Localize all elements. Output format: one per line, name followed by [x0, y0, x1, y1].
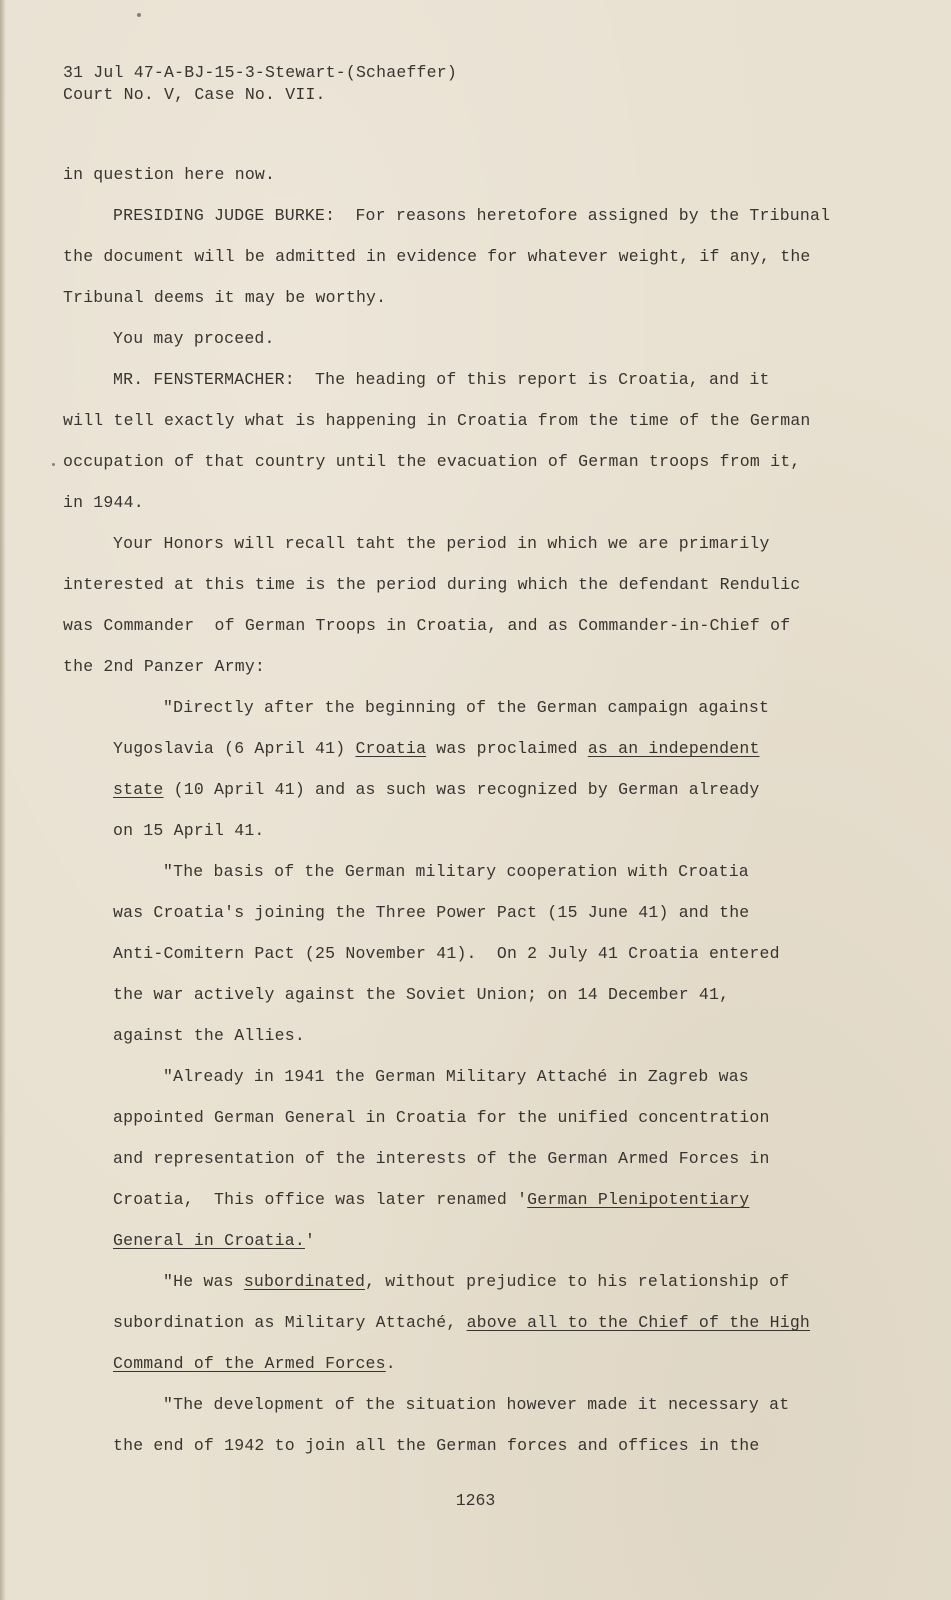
text-line: MR. FENSTERMACHER: The heading of this report is Croatia, and it	[113, 370, 770, 389]
text-line: interested at this time is the period during which the defendant Rendulic	[63, 575, 801, 594]
quote-line: the war actively against the Soviet Union; on 14 December 41,	[113, 985, 730, 1004]
quote-line	[63, 1312, 883, 1353]
page-number: 1263	[455, 1491, 496, 1510]
underlined-text: Command of the Armed Forces	[113, 1354, 386, 1373]
text-line: in question here now.	[63, 165, 276, 184]
quote-line: appointed German General in Croatia for the unified concentration	[113, 1108, 770, 1127]
quote-text: was proclaimed	[426, 739, 588, 758]
quote-text: .	[385, 1354, 396, 1373]
text-line: will tell exactly what is happening in Croatia from the time of the German	[63, 411, 811, 430]
document-header	[63, 62, 457, 106]
quote-text: '	[304, 1231, 316, 1250]
quote-text: Yugoslavia (6 April 41)	[113, 739, 356, 758]
transcript-body	[63, 164, 883, 1476]
quote-line: "Already in 1941 the German Military Attaché in Zagreb was	[163, 1067, 749, 1086]
quote-line: the end of 1942 to join all the German forces and offices in the	[113, 1436, 760, 1455]
quote-text: "He was	[163, 1272, 244, 1291]
text-line: Tribunal deems it may be worthy.	[63, 288, 387, 307]
quote-text: subordination as Military Attaché,	[113, 1313, 467, 1332]
header-court-line: Court No. V, Case No. VII.	[63, 85, 326, 104]
quote-line	[63, 1189, 883, 1230]
text-line: the document will be admitted in evidence for whatever weight, if any, the	[63, 247, 811, 266]
quote-line: "The development of the situation however made it necessary at	[163, 1395, 790, 1414]
quote-line	[63, 1230, 883, 1271]
underlined-text: subordinated	[243, 1272, 366, 1291]
header-reference-line: 31 Jul 47-A-BJ-15-3-Stewart-(Schaeffer)	[63, 63, 457, 82]
quote-line: against the Allies.	[113, 1026, 305, 1045]
quote-line	[63, 1353, 883, 1394]
quote-line	[63, 779, 883, 820]
underlined-text: state	[113, 780, 164, 799]
page-edge-shadow	[0, 0, 6, 1600]
quote-text: , without prejudice to his relationship of	[365, 1272, 790, 1291]
underlined-text: General in Croatia.	[113, 1231, 305, 1250]
text-line: the 2nd Panzer Army:	[63, 657, 266, 676]
underlined-text: as an independent	[587, 739, 760, 758]
quote-line	[63, 1271, 883, 1312]
quote-line	[63, 738, 883, 779]
quote-line: "The basis of the German military cooperation with Croatia	[163, 862, 749, 881]
paper-speck	[137, 13, 141, 17]
quote-line: was Croatia's joining the Three Power Pact (15 June 41) and the	[113, 903, 750, 922]
text-line: in 1944.	[63, 493, 144, 512]
underlined-text: German Plenipotentiary	[527, 1190, 750, 1209]
quote-line: on 15 April 41.	[113, 821, 265, 840]
text-line: PRESIDING JUDGE BURKE: For reasons heretofore assigned by the Tribunal	[113, 206, 831, 225]
text-line: occupation of that country until the evacuation of German troops from it,	[63, 452, 801, 471]
underlined-text: above all to the Chief of the High	[466, 1313, 811, 1332]
quote-text: Croatia, This office was later renamed '	[113, 1190, 528, 1209]
quote-line: and representation of the interests of the German Armed Forces in	[113, 1149, 770, 1168]
underlined-text: Croatia	[355, 739, 427, 758]
quote-line: "Directly after the beginning of the German campaign against	[163, 698, 770, 717]
text-line: You may proceed.	[113, 329, 275, 348]
text-line: Your Honors will recall taht the period in which we are primarily	[113, 534, 770, 553]
quote-text: (10 April 41) and as such was recognized by German already	[163, 780, 760, 799]
quote-line: Anti-Comitern Pact (25 November 41). On 2 July 41 Croatia entered	[113, 944, 780, 963]
text-line: was Commander of German Troops in Croatia, and as Commander-in-Chief of	[63, 616, 791, 635]
paper-speck	[52, 463, 55, 466]
